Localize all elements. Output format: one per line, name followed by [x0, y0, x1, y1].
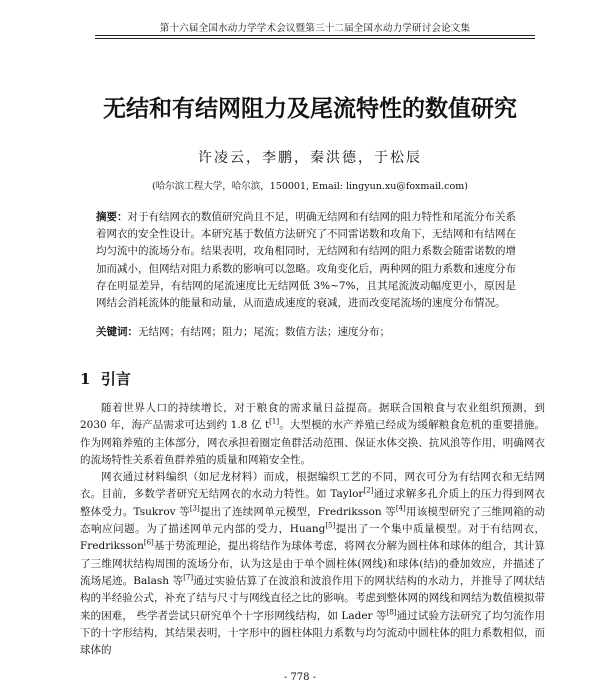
- abstract: [96, 209, 516, 312]
- paragraph: [80, 469, 545, 659]
- text-run: 提出了连续网单元模型，Fredriksson 等: [199, 505, 396, 518]
- page-number: - 778 -: [283, 672, 317, 683]
- section-title: 引言: [100, 370, 131, 388]
- text-run: 通过求解多孔介质上的压力得到网衣整体受力。Tsukrov 等: [80, 488, 546, 518]
- text-run: 通过试验方法研究了均匀流作用下的十字形结构，其结果表明，十字形中的圆柱体阻力系数与均匀流动中圆柱体的阻力系数相似，而球体的: [80, 609, 546, 657]
- abstract-label: 摘要：: [96, 211, 128, 223]
- affiliation: (哈尔滨工程大学，哈尔滨，150001, Email: lingyun.xu@foxmail.com): [152, 181, 468, 192]
- text-run: 随着世界人口的持续增长，对于粮食的需求量日益提高。据联合国粮食与农业组织预测，到 2030 年，海产品需求可达到约 1.8 亿 t: [80, 402, 545, 432]
- paper-title: 无结和有结网阻力及尾流特性的数值研究: [103, 96, 517, 122]
- header-rule-thick: [95, 35, 535, 36]
- paragraph: [80, 400, 545, 469]
- abstract-text: 对于有结网衣的数值研究尚且不足，明确无结网和有结网的阻力特性和尾流分布关系着网衣的安全性设计。本研究基于数值方法研究了不同雷诺数和攻角下，无结网和有结网在均匀流中的流场分布。结果表明，攻角相同时，无结网和有结网的阻力系数会随雷诺数的增加而减小，但网结对阻力系数的影响可以忽略。攻角变化后，两种网的阻力系数和速度分布存在明显差异，有结网的尾流速度比无结网低 3%~7%，且其尾流波动幅度更小，原因是网结会消耗流体的能量和动量，从而造成速度的衰减，进而改变尾流场的速度分布情况。: [96, 211, 516, 310]
- citation: [5]: [325, 521, 336, 530]
- citation: [1]: [269, 417, 280, 426]
- keywords: [96, 324, 516, 341]
- citation: [3]: [189, 504, 200, 513]
- keywords-text: 无结网；有结网；阻力；尾流；数值方法；速度分布；: [138, 326, 390, 338]
- citation: [4]: [395, 504, 406, 513]
- text-run: 基于势流理论，提出将结作为球体考虑，将网衣分解为圆柱体和球体的组合，其计算了三维网状结构周围的流场分布，认为这是由于单个圆柱体(网线)和球体(结)的叠加效应，并描述了流场尾迹。Balash 等: [80, 540, 545, 587]
- running-header: 第十六届全国水动力学学术会议暨第三十二届全国水动力学研讨会论文集: [159, 23, 471, 34]
- section-number: 1: [80, 370, 91, 388]
- header-rule-thin: [95, 38, 535, 39]
- text-run: 用该模型研究了三维网箱的动态响应问题。为了描述网单元内部的受力，Huang: [80, 505, 545, 536]
- citation: [7]: [183, 573, 194, 582]
- text-run: 网衣通过材料编织（如尼龙材料）而成，根据编织工艺的不同，网衣可分为有结网衣和无结网衣。目前，多数学者研究无结网衣的水动力特性。如 Taylor: [80, 471, 545, 501]
- body-text: [80, 400, 545, 659]
- text-run: 通过实验估算了在波浪和波浪作用下的网状结构的水动力，并推导了网状结构的半经验公式，补充了结与尺寸与网线直径之比的影响。考虑到整体网的网线和网结为数值模拟带来的困难， 些学者尝试只研究单个十字形网线结构，如 Lader 等: [80, 574, 545, 622]
- keywords-label: 关键词：: [96, 326, 138, 338]
- citation: [8]: [386, 608, 397, 617]
- author-list: 许凌云，李鹏，秦洪德，于松辰: [198, 150, 422, 166]
- citation: [2]: [363, 486, 374, 495]
- text-run: 提出了一个集中质量模型。对于有结网衣，Fredriksson: [80, 523, 545, 553]
- text-run: 。大型模的水产养殖已经成为缓解粮食危机的重要措施。作为网箱养殖的主体部分，网衣承担着圈定鱼群活动范围、保证水体交换、抗风浪等作用，明确网衣的流场特性关系着鱼群养殖的质量和网箱安全性。: [80, 419, 545, 466]
- section-heading: [80, 368, 131, 389]
- citation: [6]: [143, 538, 154, 547]
